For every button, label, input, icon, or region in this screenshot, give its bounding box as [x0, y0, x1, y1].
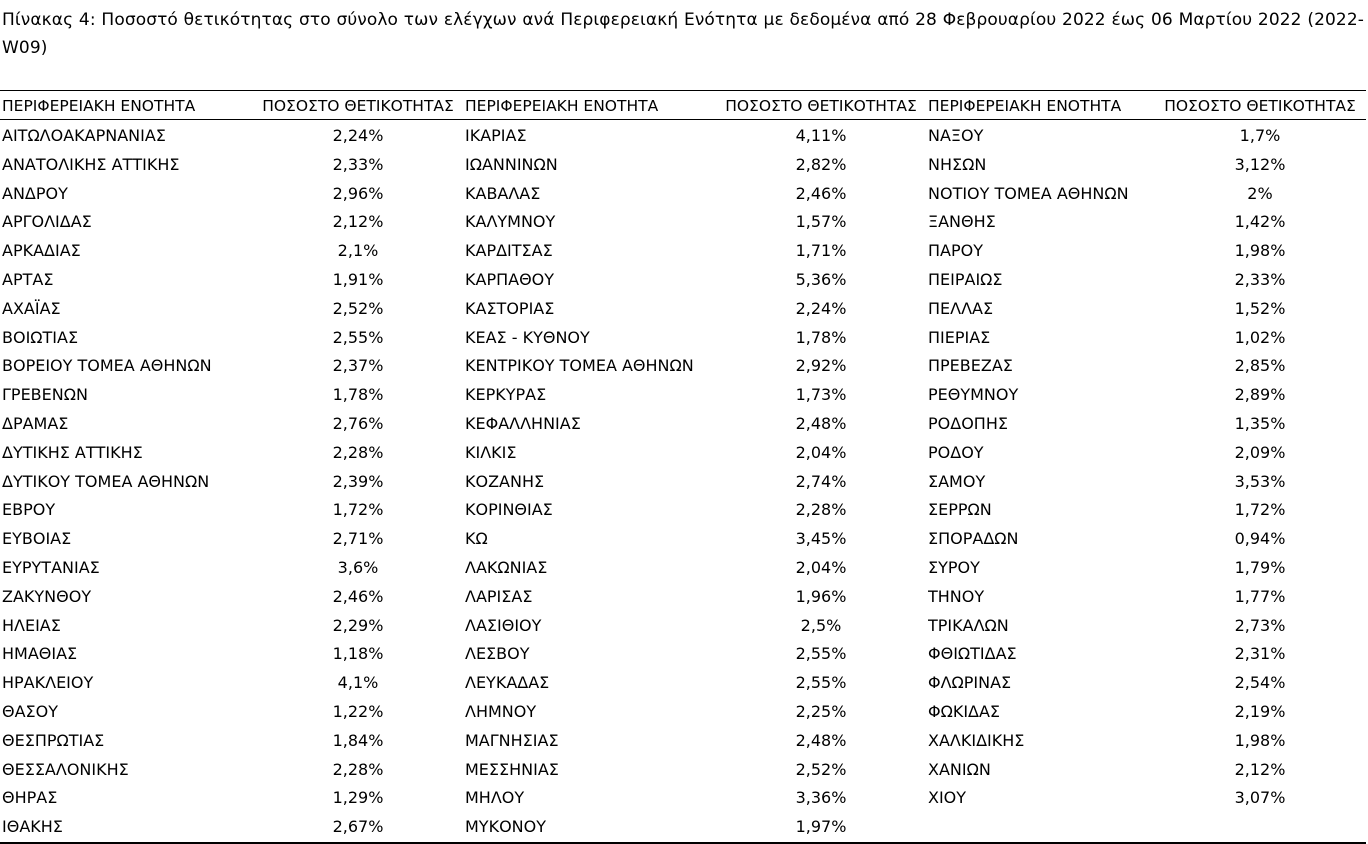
positivity-rate: 2,89%	[1234, 385, 1286, 405]
positivity-rate: 2,24%	[332, 126, 384, 145]
region-name: ΚΕΦΑΛΛΗΝΙΑΣ	[465, 414, 581, 433]
region-name: ΙΩΑΝΝΙΝΩΝ	[465, 154, 558, 174]
positivity-rate: 1,29%	[332, 788, 384, 808]
positivity-rate: 2,33%	[1234, 270, 1286, 289]
region-name: ΚΟΡΙΝΘΙΑΣ	[465, 500, 553, 520]
positivity-rate: 2,96%	[332, 183, 384, 203]
region-name: ΛΑΣΙΘΙΟΥ	[465, 615, 542, 635]
header-region-col-1: ΠΕΡΙΦΕΡΕΙΑΚΗ ΕΝΟΤΗΤΑ	[2, 97, 196, 115]
region-name: ΔΥΤΙΚΗΣ ΑΤΤΙΚΗΣ	[2, 442, 143, 462]
region-name: ΕΥΒΟΙΑΣ	[2, 529, 72, 549]
table-row	[0, 639, 1366, 668]
region-name: ΡΕΘΥΜΝΟΥ	[928, 385, 1019, 405]
table-row	[0, 582, 1366, 611]
positivity-rate: 2%	[1247, 183, 1273, 203]
positivity-rate: 2,55%	[332, 327, 384, 347]
positivity-rate: 2,29%	[332, 615, 384, 635]
region-name: ΚΕΑΣ - ΚΥΘΝΟΥ	[465, 327, 590, 347]
region-name: ΓΡΕΒΕΝΩΝ	[2, 385, 88, 405]
region-name: ΜΕΣΣΗΝΙΑΣ	[465, 759, 559, 779]
region-name: ΕΒΡΟΥ	[2, 500, 56, 520]
region-name: ΚΟΖΑΝΗΣ	[465, 471, 545, 491]
table-row	[0, 495, 1366, 524]
region-name: ΑΝΑΤΟΛΙΚΗΣ ΑΤΤΙΚΗΣ	[2, 154, 180, 174]
positivity-rate: 2,31%	[1234, 644, 1286, 664]
positivity-rate: 2,28%	[795, 500, 847, 520]
header-region-col-2: ΠΕΡΙΦΕΡΕΙΑΚΗ ΕΝΟΤΗΤΑ	[465, 97, 659, 115]
table-row	[0, 697, 1366, 726]
positivity-rate: 2,82%	[795, 154, 847, 174]
region-name: ΛΗΜΝΟΥ	[465, 702, 537, 721]
table-row	[0, 150, 1366, 179]
positivity-rate: 2,48%	[795, 730, 847, 750]
positivity-rate: 3,12%	[1234, 154, 1286, 174]
region-name: ΘΕΣΣΑΛΟΝΙΚΗΣ	[2, 759, 129, 779]
region-name: ΑΝΔΡΟΥ	[2, 183, 68, 203]
positivity-rate: 2,92%	[795, 356, 847, 376]
region-name: ΠΕΛΛΑΣ	[928, 298, 994, 318]
positivity-rate: 3,53%	[1234, 471, 1286, 491]
region-name: ΧΑΝΙΩΝ	[928, 759, 991, 779]
positivity-rate: 3,6%	[337, 558, 379, 577]
region-name: ΛΑΚΩΝΙΑΣ	[465, 558, 548, 577]
positivity-rate: 2,5%	[800, 615, 842, 635]
region-name: ΚΑΒΑΛΑΣ	[465, 183, 541, 203]
region-name: ΙΚΑΡΙΑΣ	[465, 126, 527, 145]
table-row	[0, 409, 1366, 438]
positivity-rate: 1,71%	[795, 241, 847, 261]
positivity-rate: 1,52%	[1234, 298, 1286, 318]
region-name: ΛΕΣΒΟΥ	[465, 644, 530, 664]
positivity-rate: 2,55%	[795, 673, 847, 693]
table-row	[0, 611, 1366, 640]
region-name: ΝΗΣΩΝ	[928, 154, 987, 174]
table-row	[0, 438, 1366, 467]
positivity-rate: 3,36%	[795, 788, 847, 808]
positivity-rate: 2,12%	[1234, 759, 1286, 779]
region-name: ΚΩ	[465, 529, 488, 549]
positivity-rate: 1,78%	[332, 385, 384, 405]
region-name: ΠΙΕΡΙΑΣ	[928, 327, 991, 347]
positivity-rate: 5,36%	[795, 270, 847, 289]
table-row	[0, 812, 1366, 841]
positivity-rate: 1,7%	[1239, 126, 1281, 145]
positivity-rate: 1,35%	[1234, 414, 1286, 433]
region-name: ΦΘΙΩΤΙΔΑΣ	[928, 644, 1017, 664]
positivity-rate: 2,1%	[337, 241, 379, 261]
region-name: ΘΑΣΟΥ	[2, 702, 59, 721]
positivity-rate: 1,18%	[332, 644, 384, 664]
positivity-rate: 2,71%	[332, 529, 384, 549]
positivity-rate: 2,54%	[1234, 673, 1286, 693]
positivity-rate: 1,98%	[1234, 241, 1286, 261]
region-name: ΚΑΣΤΟΡΙΑΣ	[465, 298, 555, 318]
table-row	[0, 755, 1366, 784]
region-name: ΔΡΑΜΑΣ	[2, 414, 69, 433]
positivity-rate: 2,67%	[332, 817, 384, 837]
table-row	[0, 351, 1366, 380]
positivity-rate: 1,78%	[795, 327, 847, 347]
table-row	[0, 294, 1366, 323]
table-row	[0, 524, 1366, 553]
positivity-rate: 2,28%	[332, 759, 384, 779]
positivity-rate: 1,72%	[332, 500, 384, 520]
region-name: ΠΡΕΒΕΖΑΣ	[928, 356, 1013, 376]
region-name: ΤΗΝΟΥ	[928, 586, 985, 606]
table-row	[0, 236, 1366, 265]
region-name: ΙΘΑΚΗΣ	[2, 817, 63, 837]
positivity-rate: 1,84%	[332, 730, 384, 750]
table-row	[0, 179, 1366, 208]
region-name: ΣΥΡΟΥ	[928, 558, 980, 577]
region-name: ΚΕΡΚΥΡΑΣ	[465, 385, 547, 405]
region-name: ΝΑΞΟΥ	[928, 126, 984, 145]
positivity-rate: 3,07%	[1234, 788, 1286, 808]
positivity-rate: 2,39%	[332, 471, 384, 491]
positivity-rate: 1,42%	[1234, 212, 1286, 232]
region-name: ΚΑΡΠΑΘΟΥ	[465, 270, 555, 289]
table-row	[0, 783, 1366, 812]
region-name: ΚΕΝΤΡΙΚΟΥ ΤΟΜΕΑ ΑΘΗΝΩΝ	[465, 356, 694, 376]
region-name: ΠΕΙΡΑΙΩΣ	[928, 270, 1003, 289]
region-name: ΚΙΛΚΙΣ	[465, 442, 517, 462]
positivity-rate: 1,96%	[795, 586, 847, 606]
table-row	[0, 380, 1366, 409]
region-name: ΑΡΓΟΛΙΔΑΣ	[2, 212, 92, 232]
positivity-rate: 1,73%	[795, 385, 847, 405]
table-row	[0, 726, 1366, 755]
region-name: ΒΟΙΩΤΙΑΣ	[2, 327, 79, 347]
region-name: ΛΕΥΚΑΔΑΣ	[465, 673, 550, 693]
region-name: ΜΑΓΝΗΣΙΑΣ	[465, 730, 559, 750]
positivity-rate: 2,09%	[1234, 442, 1286, 462]
positivity-rate: 2,74%	[795, 471, 847, 491]
positivity-rate: 2,37%	[332, 356, 384, 376]
region-name: ΕΥΡΥΤΑΝΙΑΣ	[2, 558, 100, 577]
region-name: ΑΙΤΩΛΟΑΚΑΡΝΑΝΙΑΣ	[2, 126, 166, 145]
region-name: ΗΜΑΘΙΑΣ	[2, 644, 78, 664]
region-name: ΜΥΚΟΝΟΥ	[465, 817, 546, 837]
region-name: ΡΟΔΟΥ	[928, 442, 984, 462]
positivity-rate: 2,46%	[795, 183, 847, 203]
table-caption: Πίνακας 4: Ποσοστό θετικότητας στο σύνολο των ελέγχων ανά Περιφερειακή Ενότητα με δεδομένα από 28 Φεβρουαρίου 2022 έως 06 Μαρτίου 2022 (2022-W09)	[2, 10, 1364, 58]
table-row	[0, 467, 1366, 496]
region-name: ΘΗΡΑΣ	[2, 788, 58, 808]
positivity-rate: 1,72%	[1234, 500, 1286, 520]
positivity-rate: 2,25%	[795, 702, 847, 721]
positivity-rate: 1,97%	[795, 817, 847, 837]
positivity-rate: 2,76%	[332, 414, 384, 433]
region-name: ΘΕΣΠΡΩΤΙΑΣ	[2, 730, 105, 750]
header-rate-col-2: ΠΟΣΟΣΤΟ ΘΕΤΙΚΟΤΗΤΑΣ	[725, 97, 917, 115]
region-name: ΚΑΡΔΙΤΣΑΣ	[465, 241, 553, 261]
positivity-rate: 1,98%	[1234, 730, 1286, 750]
region-name: ΜΗΛΟΥ	[465, 788, 525, 808]
positivity-rate: 1,91%	[332, 270, 384, 289]
region-name: ΝΟΤΙΟΥ ΤΟΜΕΑ ΑΘΗΝΩΝ	[928, 183, 1129, 203]
positivity-rate: 2,04%	[795, 558, 847, 577]
table-row	[0, 668, 1366, 697]
region-name: ΦΛΩΡΙΝΑΣ	[928, 673, 1012, 693]
region-name: ΠΑΡΟΥ	[928, 241, 983, 261]
table-row	[0, 553, 1366, 582]
table-row	[0, 265, 1366, 294]
positivity-rate: 2,33%	[332, 154, 384, 174]
positivity-rate: 2,73%	[1234, 615, 1286, 635]
region-name: ΚΑΛΥΜΝΟΥ	[465, 212, 556, 232]
region-name: ΑΡΤΑΣ	[2, 270, 54, 289]
region-name: ΒΟΡΕΙΟΥ ΤΟΜΕΑ ΑΘΗΝΩΝ	[2, 356, 212, 376]
region-name: ΣΠΟΡΑΔΩΝ	[928, 529, 1019, 549]
positivity-rate: 2,55%	[795, 644, 847, 664]
table-row	[0, 207, 1366, 236]
region-name: ΗΛΕΙΑΣ	[2, 615, 61, 635]
positivity-rate: 4,1%	[337, 673, 379, 693]
positivity-rate: 2,46%	[332, 586, 384, 606]
positivity-rate	[1160, 812, 1360, 841]
region-name: ΗΡΑΚΛΕΙΟΥ	[2, 673, 94, 693]
positivity-rate: 2,12%	[332, 212, 384, 232]
region-name: ΑΧΑΪΑΣ	[2, 298, 61, 318]
region-name: ΤΡΙΚΑΛΩΝ	[928, 615, 1009, 635]
positivity-rate: 1,79%	[1234, 558, 1286, 577]
positivity-rate: 2,28%	[332, 442, 384, 462]
region-name: ΔΥΤΙΚΟΥ ΤΟΜΕΑ ΑΘΗΝΩΝ	[2, 471, 210, 491]
region-name: ΛΑΡΙΣΑΣ	[465, 586, 533, 606]
positivity-rate: 1,02%	[1234, 327, 1286, 347]
region-name: ΣΑΜΟΥ	[928, 471, 986, 491]
positivity-rate: 2,52%	[795, 759, 847, 779]
region-name: ΧΑΛΚΙΔΙΚΗΣ	[928, 730, 1025, 750]
region-name: ΧΙΟΥ	[928, 788, 967, 808]
positivity-rate: 1,77%	[1234, 586, 1286, 606]
positivity-rate: 4,11%	[795, 126, 847, 145]
positivity-rate: 2,85%	[1234, 356, 1286, 376]
positivity-rate: 0,94%	[1234, 529, 1286, 549]
table-header-row	[0, 92, 1366, 121]
region-name: ΡΟΔΟΠΗΣ	[928, 414, 1008, 433]
positivity-rate: 1,22%	[332, 702, 384, 721]
positivity-rate: 1,57%	[795, 212, 847, 232]
header-rate-col-3: ΠΟΣΟΣΤΟ ΘΕΤΙΚΟΤΗΤΑΣ	[1164, 97, 1356, 115]
positivity-rate: 2,24%	[795, 298, 847, 318]
positivity-rate: 2,48%	[795, 414, 847, 433]
region-name: ΣΕΡΡΩΝ	[928, 500, 992, 520]
region-name	[928, 812, 1158, 841]
region-name: ΑΡΚΑΔΙΑΣ	[2, 241, 81, 261]
table-row	[0, 323, 1366, 352]
positivity-rate: 2,04%	[795, 442, 847, 462]
region-name: ΦΩΚΙΔΑΣ	[928, 702, 1001, 721]
region-name: ΖΑΚΥΝΘΟΥ	[2, 586, 92, 606]
header-region-col-3: ΠΕΡΙΦΕΡΕΙΑΚΗ ΕΝΟΤΗΤΑ	[928, 97, 1122, 115]
positivity-rate: 3,45%	[795, 529, 847, 549]
positivity-rate: 2,19%	[1234, 702, 1286, 721]
positivity-rate: 2,52%	[332, 298, 384, 318]
region-name: ΞΑΝΘΗΣ	[928, 212, 996, 232]
header-rate-col-1: ΠΟΣΟΣΤΟ ΘΕΤΙΚΟΤΗΤΑΣ	[262, 97, 454, 115]
header-rule	[0, 119, 1366, 120]
table-top-rule	[0, 90, 1366, 91]
table-row	[0, 121, 1366, 150]
